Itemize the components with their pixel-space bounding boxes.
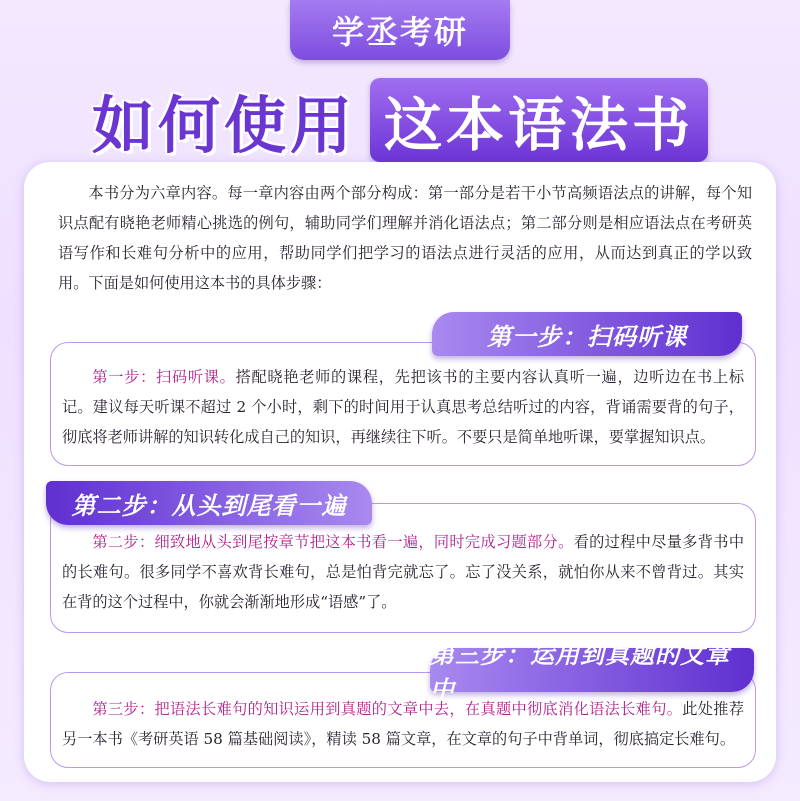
title-part-1: 如何使用 [91,88,356,162]
page-title [0,80,800,160]
step-3-tab-label: 第三步：运用到真题的文章中 [430,641,730,704]
step-1-body: 搭配晓艳老师的课程，先把该书的主要内容认真听一遍，边听边在书上标记。建议每天听课不超过 2 个小时，剩下的时间用于认真思考总结听过的内容，背诵需要背的句子，彻底将老师讲解的知识转化成自己的知识，再继续往下听。不要只是简单地听课，要掌握知识点。 [62,368,745,446]
brand-badge [290,0,510,60]
title-part-2: 这本语法书 [370,78,708,162]
step-2-body: 看的过程中尽量多背书中的长难句。很多同学不喜欢背长难句，总是怕背完就忘了。忘了没关系，就怕你从来不曾背过。其实在背的这个过程中，你就会渐渐地形成“语感”了。 [62,533,745,611]
step-3-highlight: 第三步：把语法长难句的知识运用到真题的文章中去，在真题中彻底消化语法长难句。 [92,700,683,718]
step-1-tab [432,312,742,356]
step-2-highlight: 第二步：细致地从头到尾按章节把这本书看一遍，同时完成习题部分。 [92,533,574,551]
step-1-tab-label: 第一步：扫码听课 [487,322,687,351]
step-3-tab [430,641,754,704]
step-2-text [62,527,744,617]
step-1-text [62,362,744,452]
step-2-tab-label: 第二步：从头到尾看一遍 [71,491,347,520]
brand-name: 学丞考研 [331,13,468,51]
intro-paragraph: 本书分为六章内容。每一章内容由两个部分构成：第一部分是若干小节高频语法点的讲解，每个知识点配有晓艳老师精心挑选的例句，辅助同学们理解并消化语法点；第二部分则是相应语法点在考研英语写作和长难句分析中的应用，帮助同学们把学习的语法点进行灵活的应用，从而达到真正的学以致用。下面是如何使用这本书的具体步骤： [58,184,752,292]
step-3-text [62,694,744,754]
step-1-highlight: 第一步：扫码听课。 [92,368,236,386]
step-3-body: 此处推荐另一本书《考研英语 58 篇基础阅读》，精读 58 篇文章，在文章的句子中背单词，彻底搞定长难句。 [62,700,745,748]
step-2-tab [46,481,372,525]
